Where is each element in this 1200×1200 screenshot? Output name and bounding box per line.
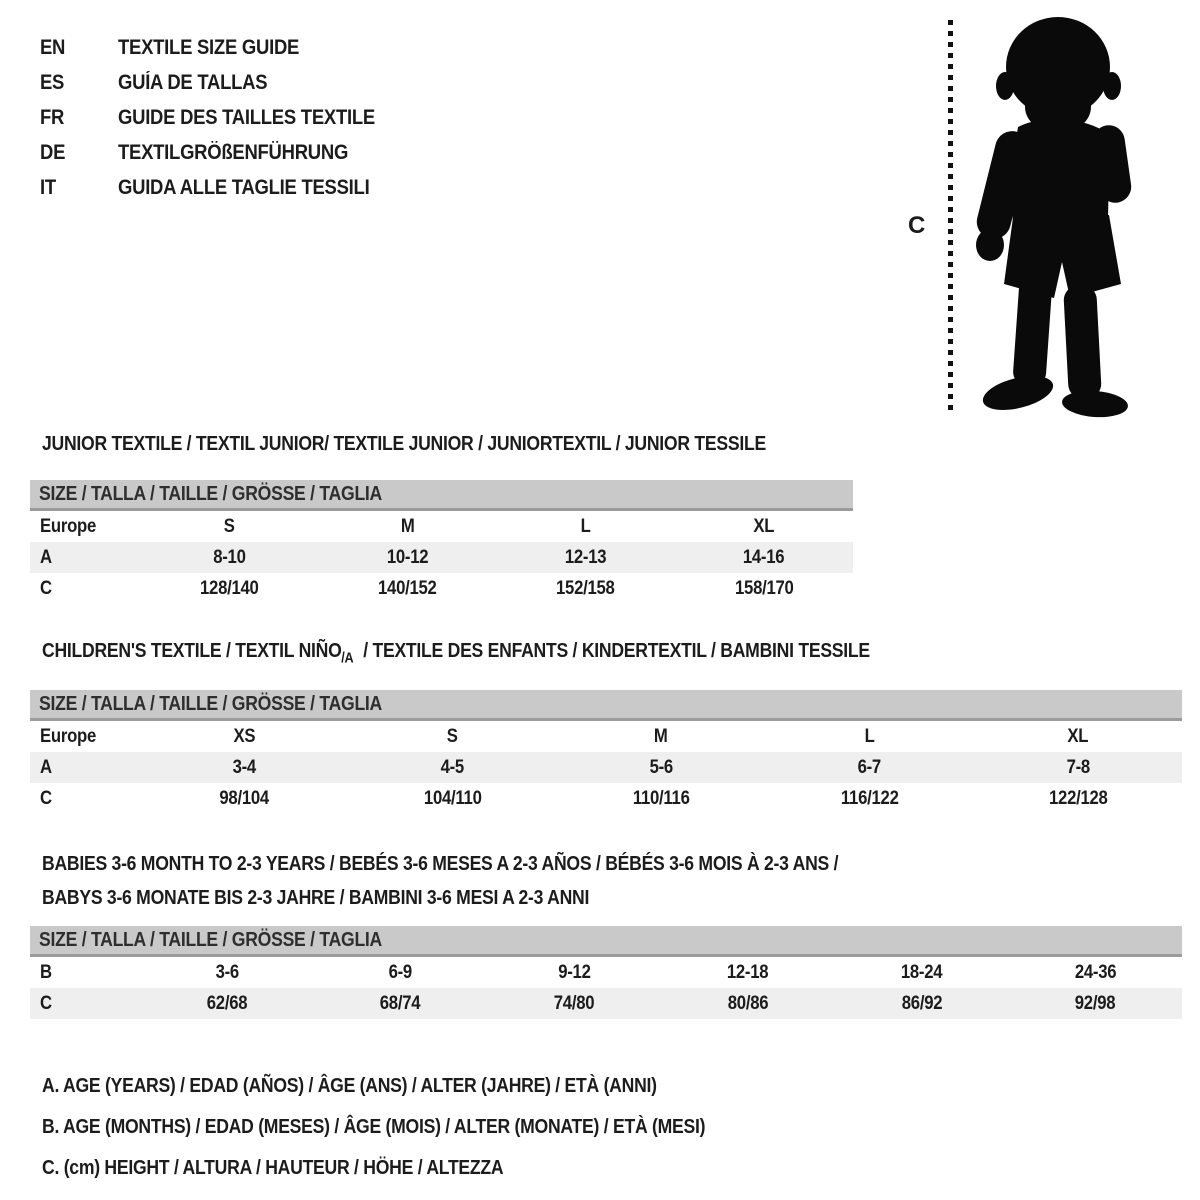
table-cell: 9-12 xyxy=(557,961,591,983)
language-title: TEXTILGRÖßENFÜHRUNG xyxy=(118,140,349,164)
table-cell: 5-6 xyxy=(649,756,673,778)
table-cell: 8-10 xyxy=(212,546,246,568)
babies-section-title xyxy=(42,847,947,915)
table-cell: 6-7 xyxy=(857,756,882,778)
babies-title-line1: BABIES 3-6 MONTH TO 2-3 YEARS / BEBÉS 3-6 MESES A 2-3 AÑOS / BÉBÉS 3-6 MOIS À 2-3 ANS / xyxy=(42,853,839,875)
table-cell: S xyxy=(223,515,235,537)
table-cell: L xyxy=(864,725,875,747)
children-section-title-text xyxy=(42,640,870,666)
table-cell: 80/86 xyxy=(727,992,769,1014)
language-title: GUÍA DE TALLAS xyxy=(118,70,268,94)
table-cell: 74/80 xyxy=(553,992,595,1014)
table-row xyxy=(30,721,1182,752)
footnote-legend xyxy=(42,1066,796,1189)
children-title-subscript: /A xyxy=(341,650,354,666)
table-cell: 86/92 xyxy=(901,992,942,1014)
language-row xyxy=(40,100,410,135)
language-code: DE xyxy=(40,140,66,164)
language-row xyxy=(40,135,410,170)
table-cell: 128/140 xyxy=(199,577,259,599)
footnote-a: A. AGE (YEARS) / EDAD (AÑOS) / ÂGE (ANS) / ALTER (JAHRE) / ETÀ (ANNI) xyxy=(42,1075,657,1097)
table-cell: 92/98 xyxy=(1074,992,1116,1014)
language-row xyxy=(40,170,410,205)
row-label: C xyxy=(40,787,52,809)
table-row xyxy=(30,573,853,604)
junior-section-title-text: JUNIOR TEXTILE / TEXTIL JUNIOR/ TEXTILE JUNIOR / JUNIORTEXTIL / JUNIOR TESSILE xyxy=(42,433,766,455)
language-code: ES xyxy=(40,70,65,94)
table-cell: 140/152 xyxy=(378,577,437,599)
row-label: A xyxy=(40,756,52,778)
table-row xyxy=(30,542,853,573)
table-cell: 12-13 xyxy=(564,546,607,568)
table-cell: 3-6 xyxy=(215,961,239,983)
table-cell: 68/74 xyxy=(380,992,421,1014)
table-cell: XL xyxy=(1067,725,1089,747)
table-cell: 98/104 xyxy=(219,787,269,809)
junior-section-title xyxy=(42,433,865,456)
table-cell: 18-24 xyxy=(900,961,943,983)
table-cell: L xyxy=(580,515,591,537)
height-measure-dashed-line xyxy=(948,20,953,413)
table-cell: 6-9 xyxy=(388,961,413,983)
row-label: Europe xyxy=(40,725,97,747)
row-label: A xyxy=(40,546,52,568)
footnote-b: B. AGE (MONTHS) / EDAD (MESES) / ÂGE (MOIS) / ALTER (MONATE) / ETÀ (MESI) xyxy=(42,1116,706,1138)
language-title-list xyxy=(40,30,410,205)
size-header-text: SIZE / TALLA / TAILLE / GRÖSSE / TAGLIA xyxy=(39,483,383,505)
language-title: GUIDA ALLE TAGLIE TESSILI xyxy=(118,175,370,199)
footnote-c: C. (cm) HEIGHT / ALTURA / HAUTEUR / HÖHE / ALTEZZA xyxy=(42,1157,504,1179)
table-row xyxy=(30,988,1182,1019)
children-title-prefix: CHILDREN'S TEXTILE / TEXTIL NIÑO xyxy=(42,640,342,662)
language-row xyxy=(40,30,410,65)
language-code: IT xyxy=(40,175,56,199)
table-row xyxy=(30,752,1182,783)
children-section-title xyxy=(42,640,983,666)
junior-size-table xyxy=(30,480,853,604)
table-row xyxy=(30,957,1182,988)
babies-size-table xyxy=(30,926,1182,1019)
table-cell: 62/68 xyxy=(206,992,248,1014)
table-cell: 122/128 xyxy=(1048,787,1108,809)
children-title-suffix: / TEXTILE DES ENFANTS / KINDERTEXTIL / BAMBINI TESSILE xyxy=(358,640,870,662)
table-cell: M xyxy=(400,515,415,537)
table-cell: XS xyxy=(233,725,256,747)
table-cell: 4-5 xyxy=(440,756,465,778)
table-cell: XL xyxy=(753,515,775,537)
table-row xyxy=(30,783,1182,814)
language-title: TEXTILE SIZE GUIDE xyxy=(118,35,300,59)
table-cell: 14-16 xyxy=(743,546,785,568)
language-code: FR xyxy=(40,105,65,129)
table-cell: 3-4 xyxy=(232,756,256,778)
table-row xyxy=(30,511,853,542)
babies-title-line2: BABYS 3-6 MONATE BIS 2-3 JAHRE / BAMBINI 3-6 MESI A 2-3 ANNI xyxy=(42,887,590,909)
table-cell: 104/110 xyxy=(423,787,482,809)
table-cell: 10-12 xyxy=(386,546,429,568)
size-header-band xyxy=(30,926,1182,957)
table-cell: 110/116 xyxy=(632,787,690,809)
table-cell: M xyxy=(654,725,668,747)
row-label: C xyxy=(40,992,52,1014)
table-cell: 158/170 xyxy=(734,577,794,599)
table-cell: S xyxy=(447,725,459,747)
row-label: B xyxy=(40,961,52,983)
table-cell: 116/122 xyxy=(840,787,899,809)
language-title: GUIDE DES TAILLES TEXTILE xyxy=(118,105,375,129)
height-measure-label: C xyxy=(908,212,926,239)
size-header-text: SIZE / TALLA / TAILLE / GRÖSSE / TAGLIA xyxy=(39,929,383,951)
table-cell: 7-8 xyxy=(1066,756,1090,778)
size-header-band xyxy=(30,690,1182,721)
size-header-text: SIZE / TALLA / TAILLE / GRÖSSE / TAGLIA xyxy=(39,693,383,715)
toddler-silhouette-icon xyxy=(958,12,1143,423)
table-cell: 152/158 xyxy=(556,577,615,599)
row-label: C xyxy=(40,577,52,599)
children-size-table xyxy=(30,690,1182,814)
table-cell: 24-36 xyxy=(1074,961,1116,983)
row-label: Europe xyxy=(40,515,97,537)
language-code: EN xyxy=(40,35,66,59)
language-row xyxy=(40,65,410,100)
table-cell: 12-18 xyxy=(727,961,769,983)
size-header-band xyxy=(30,480,853,511)
